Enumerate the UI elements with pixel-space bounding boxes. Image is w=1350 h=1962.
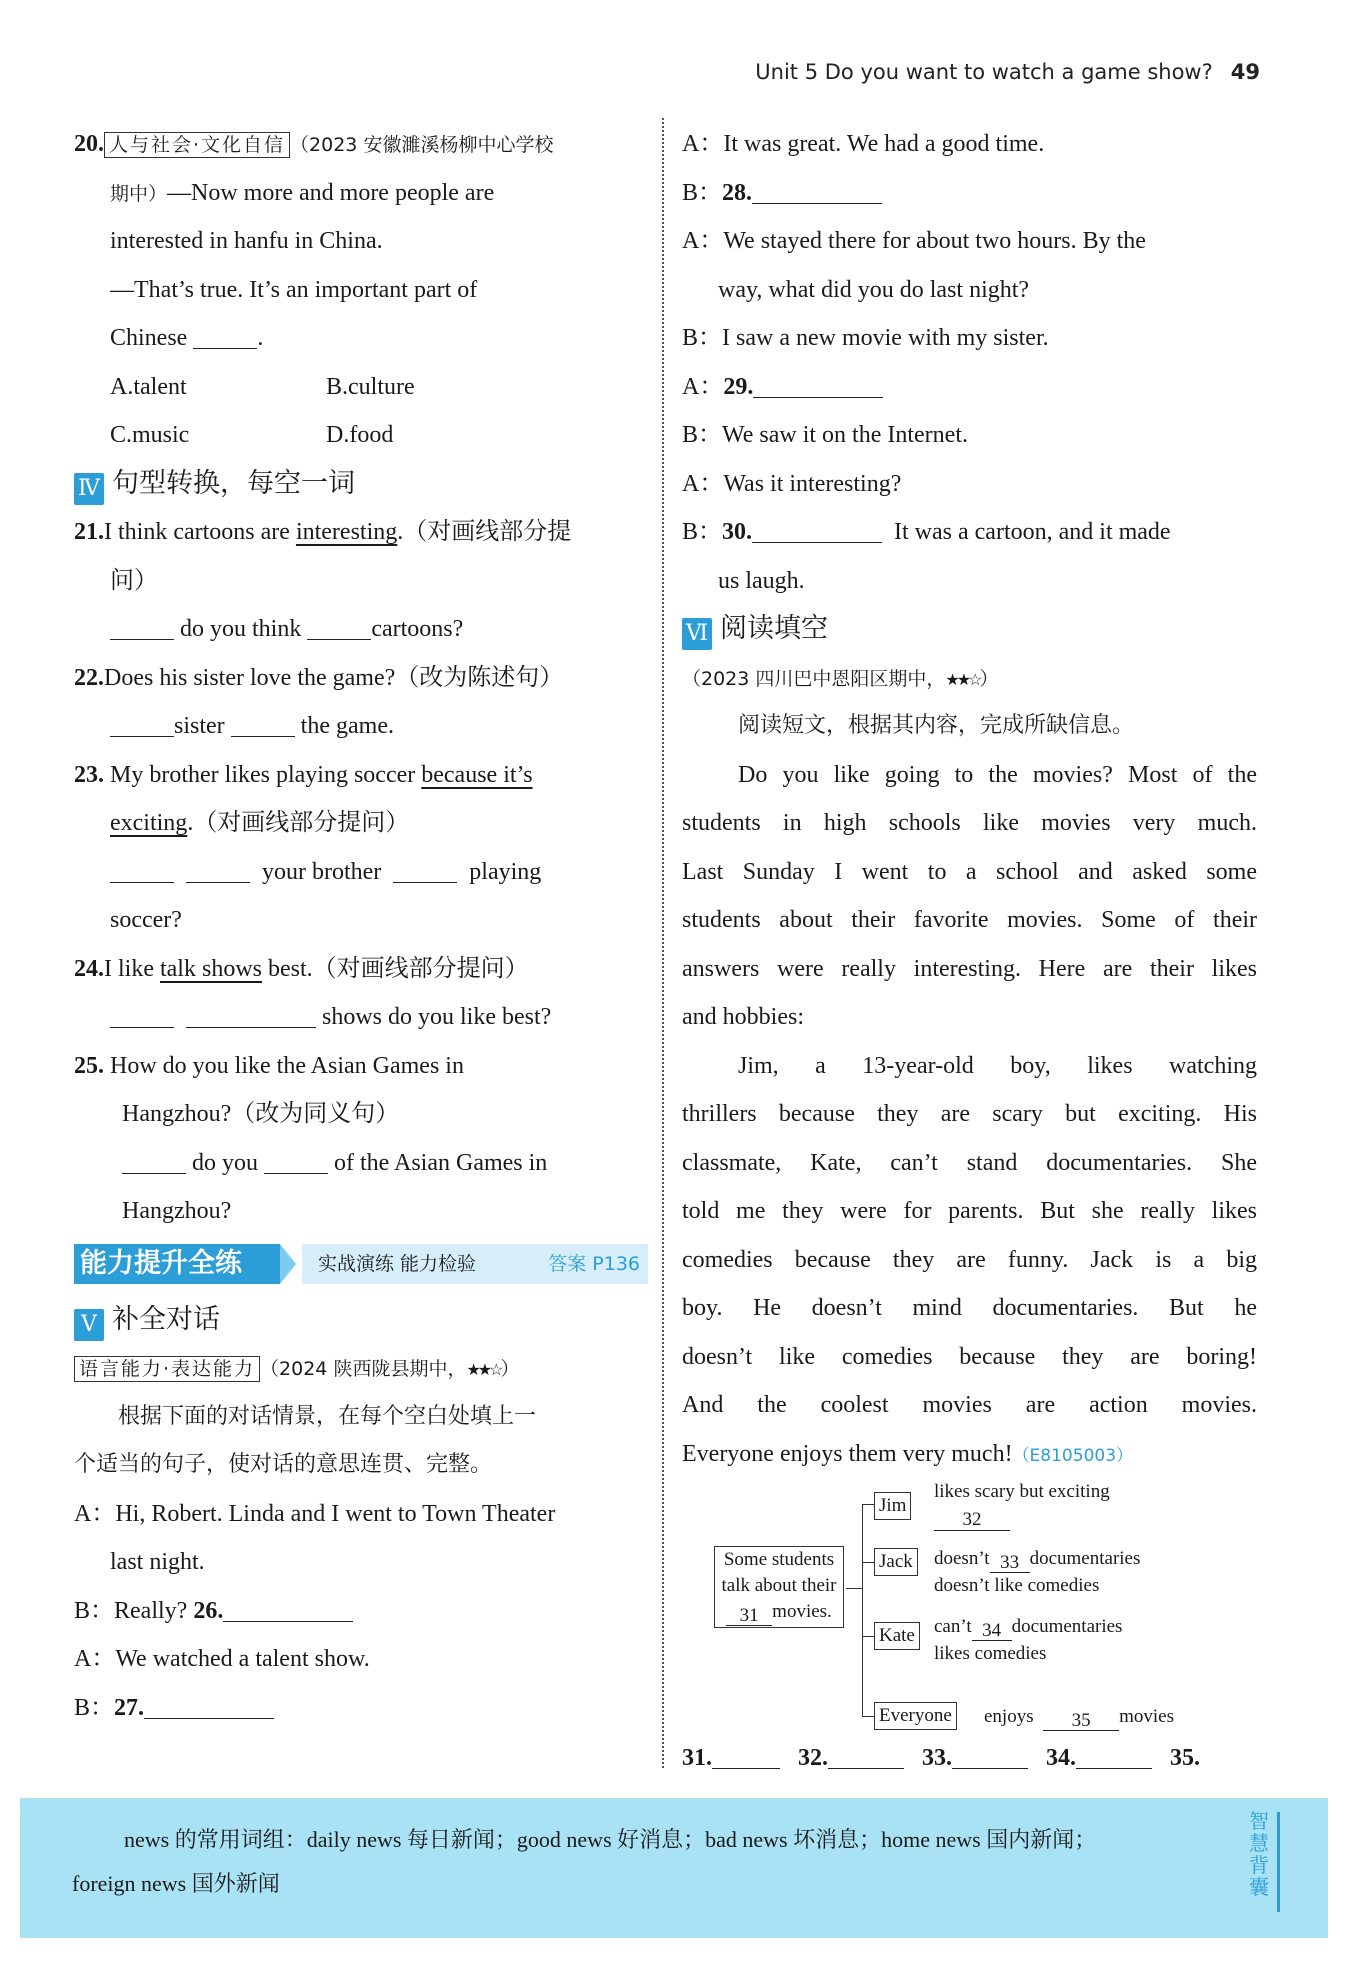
- passage-p1-line6: and hobbies:: [682, 1004, 804, 1030]
- dialog-line-7b: way, what did you do last night?: [718, 276, 1030, 303]
- q20-options-1: [74, 363, 648, 412]
- q20-text: —Now more and more people are: [167, 179, 495, 206]
- q23-blank-2[interactable]: [186, 854, 250, 883]
- unit-title: Unit 5 Do you want to watch a game show?: [755, 60, 1213, 84]
- footer-side-label: 智慧背囊: [1249, 1809, 1269, 1899]
- passage-p2-line1: Jim, a 13-year-old boy, likes watching: [738, 1052, 1257, 1079]
- node-jack: Jack: [874, 1548, 918, 1576]
- dialog-line-8: B：I saw a new movie with my sister.: [682, 325, 1049, 351]
- q21-text-a: I think cartoons are: [104, 519, 296, 545]
- q22-text-b: sister: [174, 713, 225, 739]
- q21-blank-1[interactable]: [110, 611, 174, 640]
- blank-29[interactable]: [753, 369, 883, 398]
- passage-p2-line6: boy. He doesn’t mind documentaries. But he: [682, 1295, 1257, 1321]
- q21-line3: [74, 605, 648, 654]
- answer-35-blank[interactable]: [682, 1772, 758, 1801]
- q21-number: 21.: [74, 519, 104, 545]
- q24-blank-2[interactable]: [186, 999, 316, 1028]
- q25-blank-1[interactable]: [122, 1145, 186, 1174]
- q21-line2: 问）: [110, 567, 158, 594]
- q21-text-b: .（对画线部分提: [397, 519, 572, 545]
- dialog-line-6: [682, 169, 1257, 218]
- q22-line1: [74, 654, 648, 703]
- q23-line2: [74, 799, 648, 848]
- node-jim: Jim: [874, 1492, 911, 1520]
- q22-blank-1[interactable]: [110, 708, 174, 737]
- q25-blank-2[interactable]: [264, 1145, 328, 1174]
- q24-underlined: talk shows: [159, 955, 262, 982]
- difficulty-stars-icon: ★★☆: [945, 671, 980, 689]
- answer-row: [682, 1740, 1257, 1788]
- passage-p2-line9: [682, 1430, 1257, 1479]
- answer-35-number: 35.: [1170, 1745, 1200, 1771]
- r2-speaker: B：: [682, 179, 723, 206]
- q25-text-b: do you: [192, 1149, 258, 1176]
- q22-line2: [74, 702, 648, 751]
- root-line1: Some students: [723, 1549, 835, 1570]
- q20-option-c[interactable]: C.music: [110, 422, 190, 448]
- q20-source-end: 期中）: [110, 182, 168, 205]
- q23-underlined-b: exciting: [110, 810, 188, 836]
- section-4-badge: Ⅳ: [74, 473, 104, 505]
- answer-32-blank[interactable]: [828, 1740, 904, 1769]
- kate-details: [934, 1614, 1122, 1667]
- footer-line-2: foreign news 国外新闻: [72, 1871, 280, 1896]
- connector-everyone: [862, 1716, 874, 1717]
- answer-31-blank[interactable]: [712, 1740, 780, 1769]
- banner-title: 能力提升全练: [74, 1244, 280, 1284]
- passage-p2-line3: classmate, Kate, can’t stand documentaries. She: [682, 1149, 1257, 1176]
- r8-speaker: B：: [682, 519, 723, 545]
- dialog-speaker-b2: B：: [74, 1694, 115, 1721]
- q20-option-b[interactable]: B.culture: [326, 373, 415, 400]
- section-4-heading: [74, 460, 648, 509]
- q21-blank-2[interactable]: [307, 611, 371, 640]
- blank-31-diagram: 31: [726, 1603, 772, 1626]
- q23-text-b: .（对画线部分提问）: [187, 810, 410, 836]
- blank-28[interactable]: [752, 175, 882, 204]
- dialog-line-12b: us laugh.: [718, 567, 805, 594]
- connector-v: [862, 1504, 863, 1716]
- q20-option-d[interactable]: D.food: [326, 422, 394, 448]
- q22-text-a: Does his sister love the game?（改为陈述句）: [104, 664, 564, 691]
- passage-p1-line3: Last Sunday I went to a school and asked some: [682, 858, 1257, 885]
- blank-32-diagram: 32: [934, 1508, 1010, 1531]
- column-divider: [662, 118, 664, 1768]
- q23-line3: [74, 848, 648, 897]
- mindmap-root: [714, 1546, 844, 1628]
- section-5-src: （2024 陕西陇县期中，: [260, 1358, 467, 1380]
- answer-33-number: 33.: [922, 1745, 952, 1771]
- answer-34-blank[interactable]: [1076, 1740, 1152, 1769]
- q23-number: 23.: [74, 761, 104, 788]
- section-5-instr-2: 个适当的句子，使对话的意思连贯、完整。: [74, 1452, 493, 1477]
- page-number: 49: [1230, 60, 1260, 84]
- q25-text-c: of the Asian Games in: [334, 1149, 548, 1176]
- dialog-line-5: A：It was great. We had a good time.: [682, 131, 1045, 157]
- q25-line1: [74, 1042, 648, 1091]
- section-6-badge: Ⅵ: [682, 618, 712, 650]
- answer-33-blank[interactable]: [952, 1740, 1028, 1769]
- section-6-instr: 阅读短文，根据其内容，完成所缺信息。: [738, 713, 1135, 738]
- banner-answer-ref[interactable]: 答案 P136: [548, 1252, 640, 1275]
- blank-28-number: 28.: [722, 179, 753, 206]
- q20-line1: [74, 120, 648, 169]
- passage-p1-line4: students about their favorite movies. Some of their: [682, 907, 1257, 933]
- right-column: [682, 120, 1257, 1731]
- q21-underlined: interesting: [295, 519, 398, 545]
- q23-line1: [74, 751, 648, 800]
- section-6-title: 阅读填空: [720, 613, 828, 644]
- ability-banner: [74, 1242, 648, 1290]
- q21-text-c: do you think: [180, 616, 302, 642]
- passage-p1-line2: students in high schools like movies very much.: [682, 810, 1257, 836]
- everyone-detail-b: movies: [1119, 1706, 1174, 1727]
- q24-number: 24.: [74, 955, 104, 982]
- banner-subtitle: 实战演练 能力检验: [318, 1252, 477, 1275]
- section-5-source: [74, 1344, 648, 1393]
- connector-kate: [862, 1636, 874, 1637]
- r5-speaker: A：: [682, 373, 724, 400]
- everyone-details: [984, 1704, 1174, 1731]
- r8-text: It was a cartoon, and it made: [894, 519, 1171, 545]
- q23-text-d: playing: [469, 858, 542, 885]
- connector-jack: [862, 1562, 874, 1563]
- banner-chevron-icon: [280, 1244, 296, 1284]
- q20-line5: Chinese .: [74, 314, 648, 363]
- root-movies: movies.: [772, 1601, 832, 1622]
- banner-subbar: [302, 1244, 648, 1284]
- q24-line1: [74, 945, 648, 994]
- q24-text-c: shows do you like best?: [322, 1004, 552, 1030]
- section-6-heading: [682, 605, 1257, 654]
- blank-30-number: 30.: [722, 519, 753, 545]
- section-5-src-end: ）: [500, 1358, 520, 1380]
- jack-details: [934, 1546, 1140, 1599]
- root-line2: talk about their: [721, 1575, 837, 1596]
- q20-line2: [74, 169, 648, 218]
- q24-line2: [74, 993, 648, 1042]
- footer-side-bar: [1277, 1812, 1280, 1912]
- q21-text-d: cartoons?: [371, 616, 464, 642]
- q23-text-a: My brother likes playing soccer: [110, 761, 422, 788]
- blank-29-number: 29.: [723, 373, 754, 400]
- dialog-line-11: A：Was it interesting?: [682, 470, 902, 497]
- q25-line4: Hangzhou?: [122, 1198, 232, 1224]
- resource-code[interactable]: （E8105003）: [1012, 1445, 1134, 1466]
- blank-30[interactable]: [752, 514, 882, 543]
- q22-blank-2[interactable]: [231, 708, 295, 737]
- footer-line-1: news 的常用词组：daily news 每日新闻；good news 好消息；bad news 坏消息；home news 国内新闻；: [124, 1827, 1097, 1852]
- tip-footer: [20, 1798, 1328, 1938]
- dialog-line-2: [74, 1587, 648, 1636]
- jack-detail-2: doesn’t like comedies: [934, 1575, 1100, 1596]
- q20-text-end: Chinese: [110, 325, 188, 351]
- connector-jim: [862, 1504, 874, 1505]
- q20-options-2: [74, 411, 648, 460]
- dialog-line-12: [682, 508, 1257, 557]
- q25-line3: [74, 1139, 648, 1188]
- q24-blank-1[interactable]: [110, 999, 174, 1028]
- kate-detail-a: can’t: [934, 1616, 972, 1637]
- blank-34-diagram: 34: [972, 1618, 1012, 1641]
- dialog-line-1b: last night.: [110, 1549, 205, 1575]
- connector-h: [846, 1588, 862, 1589]
- q20-line3: interested in hanfu in China.: [110, 228, 383, 254]
- passage-last-sentence: Everyone enjoys them very much!: [682, 1440, 1013, 1467]
- section-5-badge: Ⅴ: [74, 1309, 104, 1341]
- q23-line4: soccer?: [110, 907, 182, 933]
- mindmap-canvas: [682, 1478, 1257, 1731]
- dialog-line-9: [682, 363, 1257, 412]
- q20-tag: 人与社会·文化自信: [104, 132, 290, 158]
- section-6-src: （2023 四川巴中恩阳区期中，: [682, 667, 946, 690]
- jim-detail-1: likes scary but exciting: [934, 1481, 1110, 1502]
- blank-26-number: 26.: [193, 1597, 224, 1624]
- passage-p2-line8: And the coolest movies are action movies.: [682, 1392, 1257, 1418]
- passage-p2-line5: comedies because they are funny. Jack is a big: [682, 1246, 1257, 1273]
- q22-text-c: the game.: [300, 713, 394, 739]
- answer-31-number: 31.: [682, 1745, 712, 1771]
- passage-p1-line5: answers were really interesting. Here are their likes: [682, 955, 1257, 982]
- root-line3: [719, 1599, 839, 1626]
- q21-line1: [74, 508, 648, 557]
- section-5-tag: 语言能力·表达能力: [74, 1356, 260, 1382]
- jim-details: [934, 1480, 1110, 1531]
- q25-line2: Hangzhou?（改为同义句）: [122, 1101, 400, 1127]
- passage-p2-line7: doesn’t like comedies because they are boring!: [682, 1343, 1257, 1370]
- jack-detail-b: documentaries: [1029, 1548, 1141, 1569]
- passage-p1-line1: Do you like going to the movies? Most of the: [738, 761, 1257, 788]
- section-6-source: [682, 654, 1257, 703]
- node-everyone: Everyone: [874, 1702, 957, 1730]
- blank-27-number: 27.: [114, 1694, 145, 1721]
- q25-number: 25.: [74, 1052, 104, 1079]
- section-5-heading: [74, 1296, 648, 1345]
- node-kate: Kate: [874, 1622, 920, 1650]
- q23-blank-1[interactable]: [110, 854, 174, 883]
- q20-blank[interactable]: [193, 320, 257, 349]
- mindmap-diagram: [682, 1478, 1257, 1731]
- left-column: [74, 120, 648, 1732]
- blank-33-diagram: 33: [990, 1550, 1030, 1573]
- dialog-line-3: A：We watched a talent show.: [74, 1646, 370, 1672]
- q24-text-b: best.（对画线部分提问）: [261, 955, 529, 982]
- page-header: [755, 60, 1260, 84]
- dialog-line-7: A：We stayed there for about two hours. By the: [682, 228, 1146, 254]
- q23-text-c: your brother: [262, 858, 382, 885]
- q20-option-a[interactable]: A.talent: [110, 373, 187, 400]
- section-6-src-end: ）: [979, 667, 999, 690]
- section-5-instr-1: 根据下面的对话情景，在每个空白处填上一: [118, 1403, 537, 1429]
- section-4-title: 句型转换，每空一词: [112, 467, 355, 499]
- difficulty-stars-icon: ★★☆: [466, 1362, 501, 1379]
- dialog-line-1: A：Hi, Robert. Linda and I went to Town Theater: [74, 1500, 556, 1527]
- q20-source: （2023 安徽濉溪杨柳中心学校: [290, 134, 554, 156]
- blank-27[interactable]: [144, 1690, 274, 1719]
- blank-35-diagram: 35: [1043, 1708, 1119, 1731]
- dialog-line-4: [74, 1684, 648, 1733]
- section-5-title: 补全对话: [112, 1303, 220, 1335]
- blank-26[interactable]: [223, 1593, 353, 1622]
- answer-32-number: 32.: [798, 1745, 828, 1771]
- q24-text-a: I like: [104, 955, 160, 982]
- passage-p2-line4: told me they were for parents. But she really likes: [682, 1198, 1257, 1224]
- q23-blank-3[interactable]: [393, 854, 457, 883]
- dialog-speaker-b: B：Really?: [74, 1597, 194, 1624]
- kate-detail-b: documentaries: [1011, 1616, 1123, 1637]
- jack-detail-a: doesn’t: [934, 1548, 990, 1569]
- q22-number: 22.: [74, 664, 104, 691]
- q20-line4: —That’s true. It’s an important part of: [110, 276, 478, 303]
- passage-p2-line2: thrillers because they are scary but exciting. His: [682, 1101, 1257, 1127]
- q20-number: 20.: [74, 131, 104, 157]
- q25-text-a: How do you like the Asian Games in: [110, 1052, 464, 1079]
- kate-detail-2: likes comedies: [934, 1643, 1047, 1664]
- dialog-line-10: B：We saw it on the Internet.: [682, 422, 968, 448]
- q23-underlined-a: because it’s: [421, 761, 533, 788]
- everyone-detail-a: enjoys: [984, 1706, 1034, 1727]
- answer-34-number: 34.: [1046, 1745, 1076, 1771]
